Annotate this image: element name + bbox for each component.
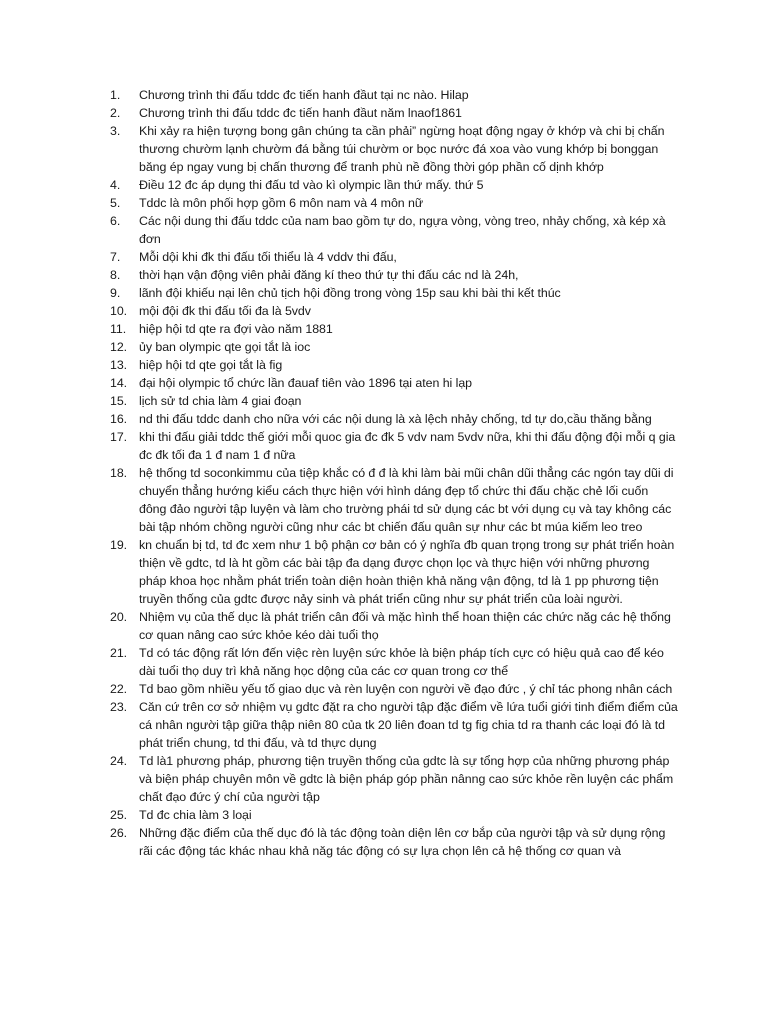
list-item-number: 10. — [110, 304, 128, 318]
list-item — [110, 374, 678, 392]
list-item-number: 24. — [110, 754, 128, 768]
list-item-text: ủy ban olympic qte gọi tắt là ioc — [139, 340, 311, 354]
list-item — [110, 428, 678, 464]
list-item — [110, 644, 678, 680]
list-item-text: hệ thống td soconkimmu của tiệp khắc có đ đ là khi làm bài mũi chân dũi thẳng các ngón tay dũi di chuyển thẳng hướng kiểu cách thực hiện với hình dáng đẹp tổ chức thi đấu chặc chẻ lối cuốn đông đảo người tập luyện và làm cho trường phái td sử dụng các bt với dụng cụ và tay không các bài tập nhóm chồng người cũng như các bt chiến đấu quân sự như các bt múa kiếm leo treo — [139, 466, 674, 534]
list-item-number: 19. — [110, 538, 128, 552]
list-item — [110, 176, 678, 194]
list-item-text: hiệp hội td qte ra đợi vào năm 1881 — [139, 322, 333, 336]
list-item-text: Td đc chia làm 3 loại — [139, 808, 252, 822]
list-item-number: 8. — [110, 268, 121, 282]
list-item — [110, 194, 678, 212]
list-item-text: Các nội dung thi đấu tddc của nam bao gồm tự do, ngựa vòng, vòng treo, nhảy chống, xà kép xà đơn — [139, 214, 666, 246]
list-item-number: 22. — [110, 682, 128, 696]
list-item-number: 18. — [110, 466, 128, 480]
list-item-number: 7. — [110, 250, 121, 264]
list-item-text: Những đặc điểm của thế dục đó là tác động toàn diện lên cơ bắp của người tập và sử dụng rộng rãi các động tác khác nhau khả năg tác động có sự lựa chọn lên cả hệ thống cơ quan và — [139, 826, 666, 858]
list-item-number: 21. — [110, 646, 128, 660]
list-item-text: Khi xảy ra hiện tượng bong gân chúng ta cần phải” ngừng hoạt động ngay ở khớp và chi bị chấn thương chườm lạnh chườm đá bằng túi chườm or bọc nước đá xoa vào vung khớp bị bonggan băng ép ngay vung bị chấn thương để tranh phù nề đồng thời góp phần cố dịnh khớp — [139, 124, 665, 174]
list-item-number: 17. — [110, 430, 128, 444]
list-item-number: 4. — [110, 178, 121, 192]
list-item-number: 6. — [110, 214, 121, 228]
list-item — [110, 122, 678, 176]
list-item — [110, 212, 678, 248]
list-item-text: Căn cứ trên cơ sở nhiệm vụ gdtc đặt ra cho người tập đặc điểm về lứa tuổi giới tinh điểm điểm của cá nhân người tập giữa thập niên 80 của tk 20 liên đoan td tg fig chia td ra thanh các loại đó là td phát triển chung, td thi đấu, và td thực dụng — [139, 700, 678, 750]
list-item-number: 20. — [110, 610, 128, 624]
list-item-text: lịch sử td chia làm 4 giai đoạn — [139, 394, 302, 408]
list-item-number: 1. — [110, 88, 121, 102]
list-item — [110, 302, 678, 320]
list-item-number: 13. — [110, 358, 128, 372]
list-item — [110, 320, 678, 338]
list-item — [110, 104, 678, 122]
list-item — [110, 806, 678, 824]
list-item-number: 2. — [110, 106, 121, 120]
list-item-text: Tddc là môn phối hợp gồm 6 môn nam và 4 môn nữ — [139, 196, 424, 210]
list-item-number: 14. — [110, 376, 128, 390]
list-item-number: 23. — [110, 700, 128, 714]
list-item-number: 5. — [110, 196, 121, 210]
list-item-text: Mỗi dội khi đk thi đấu tối thiểu là 4 vddv thi đấu, — [139, 250, 397, 264]
list-item-text: thời hạn vận động viên phải đăng kí theo thứ tự thi đấu các nd là 24h, — [139, 268, 519, 282]
list-item-number: 9. — [110, 286, 121, 300]
list-item — [110, 392, 678, 410]
list-item-text: nd thi đấu tddc danh cho nữa với các nội dung là xà lệch nhảy chống, td tự do,cầu thăng bằng — [139, 412, 652, 426]
list-item — [110, 248, 678, 266]
list-item — [110, 752, 678, 806]
list-item-text: Nhiệm vụ của thế dục là phát triển cân đối và mặc hình thể hoan thiện các chức năg các hệ thống cơ quan nâng cao sức khỏe kéo dài tuổi thọ — [139, 610, 671, 642]
list-item-text: kn chuẩn bị td, td đc xem như 1 bộ phận cơ bản có ý nghĩa đb quan trọng trong sự phát triển hoàn thiện về gdtc, td là ht gồm các bài tập đa dạng được chọn lọc và thực hiện với những phương pháp khoa học nhằm phát triển toàn diện hoàn thiện khả năng vận động, td là 1 pp phương tiện truyền thống của gdtc được nảy sinh và phát triển cũng như sự phát triển của loài người. — [139, 538, 675, 606]
list-item-number: 25. — [110, 808, 128, 822]
list-item-number: 26. — [110, 826, 128, 840]
list-item-number: 11. — [110, 322, 127, 336]
list-item — [110, 608, 678, 644]
list-item-text: Điều 12 đc áp dụng thi đấu td vào kì olympic lần thứ mấy. thứ 5 — [139, 178, 484, 192]
list-item-text: Chương trình thi đấu tddc đc tiến hanh đầut tại nc nào. Hilap — [139, 88, 469, 102]
list-item — [110, 824, 678, 860]
list-item-text: đại hội olympic tổ chức lần đauaf tiên vào 1896 tại aten hi lạp — [139, 376, 473, 390]
list-item — [110, 284, 678, 302]
list-item-text: mội đội đk thi đấu tối đa là 5vdv — [139, 304, 311, 318]
numbered-list — [110, 86, 678, 860]
list-item — [110, 698, 678, 752]
list-item-text: Td có tác động rất lớn đến việc rèn luyện sức khỏe là biện pháp tích cực có hiệu quả cao để kéo dài tuổi thọ duy trì khả năng học dộng của các cơ quan trong cơ thể — [139, 646, 664, 678]
list-item-text: Td là1 phương pháp, phương tiện truyền thống của gdtc là sự tổng hợp của những phương pháp và biện pháp chuyên môn về gdtc là biện pháp góp phần nânng cao sức khỏe rền luyện các phẩm chất đạo đức ý chí của người tập — [139, 754, 674, 804]
list-item — [110, 356, 678, 374]
list-item-text: khi thi đấu giải tddc thế giới mỗi quoc gia đc đk 5 vdv nam 5vdv nữa, khi thi đấu động đội mỗi q gia đc đk tối đa 1 đ nam 1 đ nữa — [139, 430, 676, 462]
list-item-number: 12. — [110, 340, 128, 354]
list-item-number: 15. — [110, 394, 128, 408]
list-item-number: 16. — [110, 412, 128, 426]
list-item-text: hiệp hội td qte gọi tắt là fig — [139, 358, 283, 372]
list-item — [110, 464, 678, 536]
list-item-text: Chương trình thi đấu tddc đc tiến hanh đầut năm lnaof1861 — [139, 106, 462, 120]
list-item-number: 3. — [110, 124, 121, 138]
list-item-text: Td bao gồm nhiều yếu tố giao dục và rèn luyện con người về đạo đức , ý chỉ tác phong nhân cách — [139, 682, 673, 696]
list-item — [110, 338, 678, 356]
list-item — [110, 680, 678, 698]
list-item — [110, 410, 678, 428]
list-item — [110, 266, 678, 284]
list-item — [110, 536, 678, 608]
list-item-text: lãnh đội khiếu nại lên chủ tịch hội đồng trong vòng 15p sau khi bài thi kết thúc — [139, 286, 561, 300]
list-item — [110, 86, 678, 104]
